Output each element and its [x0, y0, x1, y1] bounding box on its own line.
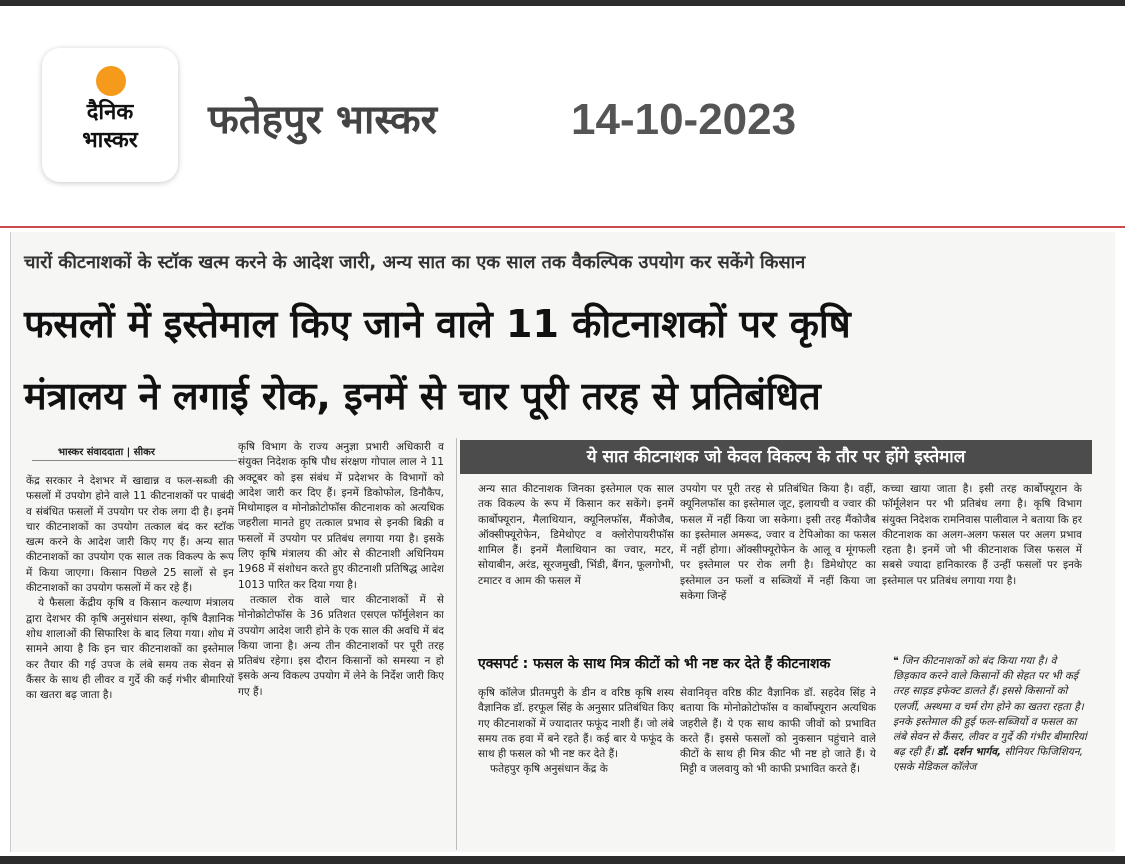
paragraph: फतेहपुर कृषि अनुसंधान केंद्र के: [490, 763, 608, 776]
box-column-3: [882, 482, 1082, 638]
quote-author: डॉ. दर्शन भार्गव,: [937, 746, 1002, 759]
paragraph: केंद्र सरकार ने देशभर में खाद्यान्न व फल-सब्जी की फसलों में उपयोग होने वाले 11 कीटनाशकों पर पाबंदी व संबंधित फसलों में उपयोग पर रोक लगा दी है। इनमें चार कीटनाशकों का उपयोग तत्काल बंद कर स्टॉक खत्म करने के आदेश जारी किए गए हैं। अन्य सात कीटनाशकों का उपयोग एक साल तक विकल्प के रूप में किया जाएगा। किसान पिछले 25 सालों से इन कीटनाशकों का उपयोग फसलों में कर रहे हैं।: [26, 475, 234, 595]
bottom-border: [0, 856, 1125, 864]
edition-name: फतेहपुर भास्कर: [208, 97, 438, 143]
box-heading: ये सात कीटनाशक जो केवल विकल्प के तौर पर होंगे इस्तेमाल: [460, 440, 1092, 474]
paragraph: कृषि कॉलेज प्रीतमपुरी के डीन व वरिष्ठ कृषि शस्य वैज्ञानिक डॉ. हरफूल सिंह के अनुसार प्रतिबंधित किए गए कीटनाशकों में ज्यादातर फफूंद नाशी हैं। जो लंबे समय तक हवा में बने रहते हैं। कई बार ये फफूंद के साथ ही फसल को भी नष्ट कर देते हैं।: [478, 687, 674, 761]
expert-column-2: [680, 686, 876, 836]
header-divider: [0, 226, 1125, 228]
byline: भास्कर संवाददाता | सीकर: [58, 447, 155, 458]
expert-column-1: [478, 686, 674, 836]
expert-quote: [893, 654, 1088, 840]
paragraph: सेवानिवृत्त वरिष्ठ कीट वैज्ञानिक डॉ. सहदेव सिंह ने बताया कि मोनोक्रोटोफॉस व कार्बोफ्यूरान अत्यधिक जहरीले हैं। ये एक साथ काफी जीवों को प्रभावित करते हैं। इससे फसलों को नुकसान पहुंचाने वाले कीटों के साथ ही मित्र कीट भी नष्ट हो जाते हैं। ये मिट्टी व जलवायु को भी काफी प्रभावित करते हैं।: [680, 687, 876, 776]
paragraph: अन्य सात कीटनाशक जिनका इस्तेमाल एक साल तक विकल्प के रूप में किसान कर सकेंगे। इनमें कार्बोफ्यूरान, मैलाथियान, क्यूनिलफॉस, मैंकोजैब, ऑक्सीफ्यूरोफेन, डिमेथोएट व क्लोरोपायरीफॉस शामिल हैं। इनमें मैलाथियान का ज्वार, मटर, सोयाबीन, अरंड, सूरजमुखी, भिंडी, बैंगन, फूलगोभी, टमाटर व आम की फसल में: [478, 483, 674, 587]
sun-icon: [96, 66, 126, 96]
expert-heading: एक्सपर्ट : फसल के साथ मित्र कीटों को भी नष्ट कर देते हैं कीटनाशक: [478, 656, 831, 672]
box-column-1: [478, 482, 674, 638]
quote-author-title: सीनियर फिजिशियन, एसके मेडिकल कॉलेज: [893, 746, 1083, 774]
paragraph: ये फैसला केंद्रीय कृषि व किसान कल्याण मंत्रालय द्वारा देशभर की कृषि अनुसंधान संस्था, कृषि वैज्ञानिक शोध शालाओं की सिफारिश के बाद लिया गया। शोध में सामने आया है कि इन चार कीटनाशकों का इस्तेमाल कर तैयार की गई उपज के लंबे समय तक सेवन से कैंसर के साथ ही लीवर व गुर्दे की कई गंभीर बीमारियों का खतरा बढ़ जाता है।: [26, 597, 234, 702]
box-column-2: [680, 482, 876, 638]
paragraph: कच्चा खाया जाता है। इसी तरह कार्बोफ्यूरान के फॉर्मूलेशन पर भी प्रतिबंध लगा है। कृषि विभाग संयुक्त निदेशक रामनिवास पालीवाल ने बताया कि हर कीटनाशक का अलग-अलग फसल पर अलग प्रभाव रहता है। इनमें जो भी कीटनाशक जिस फसल में सबसे ज्यादा हानिकारक हैं उन्हीं फसलों पर इनके इस्तेमाल पर प्रतिबंध लगाया गया है।: [882, 483, 1082, 587]
logo-text-line1: दैनिक: [86, 100, 134, 125]
article-column-1: [26, 474, 234, 844]
quote-text: जिन कीटनाशकों को बंद किया गया है। वे छिड़काव करने वाले किसानों की सेहत पर भी कई तरह साइड इफेक्ट डालते हैं। इससे किसानों को एलर्जी, अस्थमा व चर्म रोग होने का खतरा रहता है। इनके इस्तेमाल की हुई फल-सब्जियों व फसल का लंबे सेवन से कैंसर, लीवर व गुर्दे की गंभीर बीमारियां बढ़ रही हैं।: [893, 655, 1087, 759]
paragraph: कृषि विभाग के राज्य अनुज्ञा प्रभारी अधिकारी व संयुक्त निदेशक कृषि पौध संरक्षण गोपाल लाल ने 11 अक्टूबर को इस संबंध में प्रदेशभर के विभागों को आदेश जारी कर दिए हैं। इनमें डिकोफोल, डिनौकैप, मिथोमाइल व मोनोक्रोटोफॉस कीटनाशक को अत्यधिक जहरीला मानते हुए तत्काल प्रभाव से इनकी बिक्री व फसलों में उपयोग पर प्रतिबंध लगाया गया है। इसके लिए कृषि मंत्रालय की ओर से कीटनाशी अधिनियम 1968 में संशोधन करते हुए कीटनाशी प्रतिषिद्ध आदेश 1013 पारित कर दिया गया है।: [238, 441, 444, 591]
column-divider: [456, 438, 457, 850]
headline-line1: फसलों में इस्तेमाल किए जाने वाले 11 कीटनाशकों पर कृषि: [24, 302, 851, 346]
dainik-bhaskar-logo: [42, 48, 178, 182]
quote-icon: ❝: [893, 655, 899, 667]
top-border: [0, 0, 1125, 6]
paragraph: तत्काल रोक वाले चार कीटनाशकों में से मोनोक्रोटोफॉस के 36 प्रतिशत एसएल फॉर्मुलेशन का उपयोग आदेश जारी होने के एक साल की अवधि में बंद किया जाना है। अन्य तीन कीटनाशकों पर पूरी तरह प्रतिबंध रहेगा। इस दौरान किसानों को समस्या न हो इसके अन्य विकल्प उपयोग में लेने के निर्देश जारी किए गए हैं।: [238, 593, 444, 698]
headline-line2: मंत्रालय ने लगाई रोक, इनमें से चार पूरी तरह से प्रतिबंधित: [24, 374, 821, 418]
article-kicker: चारों कीटनाशकों के स्टॉक खत्म करने के आदेश जारी, अन्य सात का एक साल तक वैकल्पिक उपयोग कर सकेंगे किसान: [24, 252, 806, 273]
paragraph: उपयोग पर पूरी तरह से प्रतिबंधित किया है। वहीं, क्यूनिलफॉस का इस्तेमाल जूट, इलायची व ज्वार की फसल में नहीं किया जा सकेगा। इसी तरह मैंकोजैब का इस्तेमाल अमरूद, ज्वार व टेपिओका का फसल में नहीं होगा। ऑक्सीफ्यूरोफेन के आलू व मूंगफली पर इस्तेमाल पर रोक लगी है। डिमेथोएट का इस्तेमाल उन फलों व सब्जियों में नहीं किया जा सकेगा जिन्हें: [680, 483, 876, 603]
logo-text-line2: भास्कर: [82, 128, 138, 153]
edition-date: 14-10-2023: [571, 95, 797, 144]
byline-rule: [32, 460, 237, 461]
article-column-2: [238, 440, 444, 840]
